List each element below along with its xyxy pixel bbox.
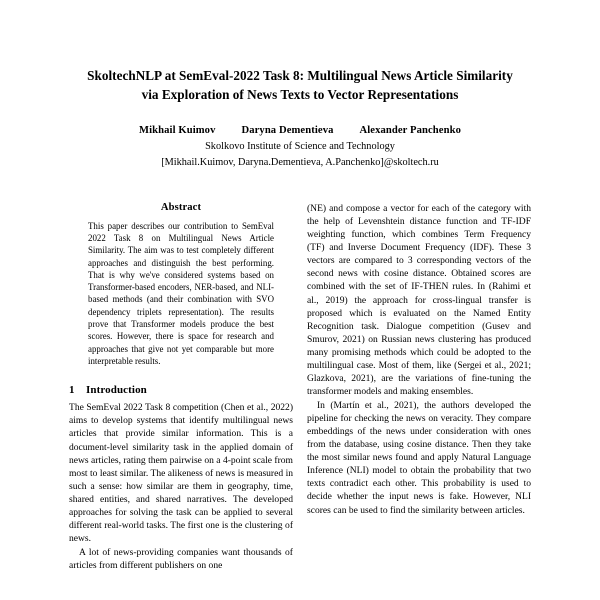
right-column [307, 202, 531, 572]
title-block [0, 0, 600, 105]
author-emails: [Mikhail.Kuimov, Daryna.Dementieva, A.Panchenko]@skoltech.ru [161, 156, 439, 168]
author-name: Daryna Dementieva [241, 124, 334, 136]
paragraph: (NE) and compose a vector for each of the category with the help of Levenshtein distance function and TF-IDF weighting function, which combines Term Frequency (TF) and Inverse Document Frequency (IDF). These 3 vectors are compared to 3 corresponding vectors of the second news with cosine distance. Obtained scores are combined with the set of IF-THEN rules. In (Rahimi et al., 2019) the approach for cross-lingual transfer is proposed which is evaluated on the Named Entity Recognition task. Dialogue competition (Gusev and Smurov, 2021) on Russian news clustering has produced many promising methods which could be adopted to the multilingual case. Most of them, like (Sergei et al., 2021; Glazkova, 2021), are the variations of fine-tuning the transformer models and making ensembles. [307, 202, 531, 398]
paragraph: The SemEval 2022 Task 8 competition (Chen et al., 2022) aims to develop systems that identify multilingual news articles that provide similar information. This is a document-level similarity task in the applied domain of news articles, rating them pairwise on a 4-point scale from most to least similar. The alikeness of news is measured in such a sense: how similar are them in geography, time, shared entities, and shared narratives. The developed approaches for solving the task can be applied to several different real-world tasks. The first one is the clustering of news. [69, 402, 293, 545]
section-heading-introduction [69, 384, 293, 396]
paper-title-line-2: via Exploration of News Texts to Vector Representations [141, 87, 459, 103]
paragraph: In (Martín et al., 2021), the authors developed the pipeline for checking the news on veracity. They compare embeddings of the news under consideration with ones from the database, using cosine distance. Then they take the most similar news found and apply Natural Language Inference (NLI) model to obtain the probability that two texts contradict each other. This probability is used to decide whether the input news is fake. However, NLI scores can be used to find the similarity between articles. [307, 399, 531, 516]
section-title: Introduction [86, 384, 147, 397]
paragraph: A lot of news-providing companies want thousands of articles from different publishers on one [69, 546, 293, 571]
abstract-block [69, 202, 293, 368]
author-list [0, 124, 600, 138]
abstract-heading: Abstract [160, 201, 202, 213]
section-number: 1 [69, 384, 75, 397]
paper-title-line-1: SkoltechNLP at SemEval-2022 Task 8: Multilingual News Article Similarity [87, 68, 513, 83]
page-title [62, 66, 538, 105]
author-name: Alexander Panchenko [359, 124, 461, 136]
authors-block [0, 124, 600, 171]
author-name: Mikhail Kuimov [139, 124, 216, 136]
abstract-text: This paper describes our contribution to SemEval 2022 Task 8 on Multilingual News Article Similarity. The aim was to test completely different approaches and distinguish the best performing. That is why we've considered systems based on Transformer-based encoders, NER-based, and NLI-based methods (and their combination with SVO dependency triplets representation). The results prove that Transformer models produce the best scores. However, there is space for research and approaches that give not yet comparable but more interpretable results. [88, 220, 274, 366]
affiliation: Skolkovo Institute of Science and Technology [205, 140, 395, 152]
left-column [69, 202, 293, 572]
body-columns [0, 202, 600, 572]
